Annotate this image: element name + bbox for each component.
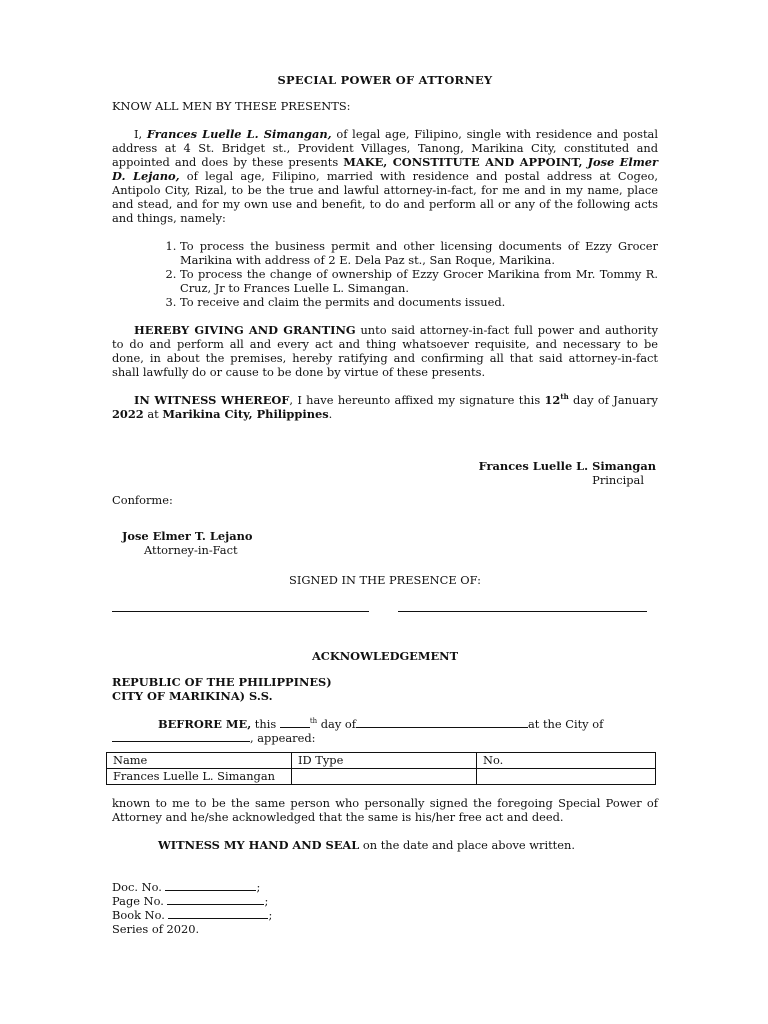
table-cell: Frances Luelle L. Simangan <box>107 769 292 785</box>
table-header-cell: Name <box>107 753 292 769</box>
attorney-signature-name: Jose Elmer T. Lejano <box>122 529 253 543</box>
presence-heading: SIGNED IN THE PRESENCE OF: <box>289 573 481 587</box>
principal-name: Frances Luelle L. Simangan, <box>146 127 332 141</box>
intro-line: KNOW ALL MEN BY THESE PRESENTS: <box>112 99 351 113</box>
witness-line-1 <box>112 611 369 612</box>
doc-no-line: Doc. No. ; <box>112 880 261 894</box>
list-item: 2. To process the change of ownership of Ezzy Grocer Marikina from Mr. Tommy R. Cruz, Jr to Frances Luelle L. Simangan. <box>180 267 658 295</box>
attorney-signature-block <box>122 529 658 557</box>
book-no-line: Book No. ; <box>112 908 273 922</box>
table-header-cell: No. <box>477 753 656 769</box>
id-table <box>106 752 656 785</box>
table-cell <box>477 769 656 785</box>
appoint-clause: MAKE, CONSTITUTE AND APPOINT, <box>343 155 583 169</box>
witness-paragraph: IN WITNESS WHEREOF, I have hereunto affixed my signature this 12th day of January 2022 at Marikina City, Philippines. <box>112 392 658 421</box>
table-cell <box>292 769 477 785</box>
series-line: Series of 2020. <box>112 922 200 936</box>
document-page <box>112 68 658 936</box>
granting-paragraph: HEREBY GIVING AND GRANTING unto said attorney-in-fact full power and authority to do and perform all and every act and thing whatsoever requisite, and necessary to be done, in about the premises, hereby ratifying and confirming all that said attorney-in-fact shall lawfully do or cause to be done by virtue of these presents. <box>112 323 658 379</box>
venue-line: REPUBLIC OF THE PHILIPPINES) <box>112 675 332 689</box>
acknowledgement-title: ACKNOWLEDGEMENT <box>311 649 459 663</box>
conforme-label: Conforme: <box>112 493 173 507</box>
table-row <box>107 769 656 785</box>
table-header-row <box>107 753 656 769</box>
appointment-paragraph: I, Frances Luelle L. Simangan, of legal age, Filipino, single with residence and postal address at 4 St. Bridget st., Provident Villages, Tanong, Marikina City, constituted and appointed and does by these presents MAKE, CONSTITUTE AND APPOINT, Jose Elmer D. Lejano, of legal age, Filipino, married with residence and postal address at Cogeo, Antipolo City, Rizal, to be the true and lawful attorney-in-fact, for me and in my name, place and stead, and for my own use and benefit, to do and perform all or any of the following acts and things, namely: <box>112 127 658 225</box>
month-blank <box>356 717 528 728</box>
list-item: 3. To receive and claim the permits and documents issued. <box>180 295 658 309</box>
principal-signature-block <box>112 459 656 487</box>
attorney-name: Jose Elmer D. Lejano, <box>112 155 658 183</box>
witness-signature-lines <box>112 597 658 617</box>
page-no-line: Page No. ; <box>112 894 269 908</box>
table-header-cell: ID Type <box>292 753 477 769</box>
attorney-signature-role: Attorney-in-Fact <box>144 543 238 557</box>
witness-line-2 <box>398 611 647 612</box>
acts-list <box>112 239 658 309</box>
principal-signature-name: Frances Luelle L. Simangan <box>478 459 656 473</box>
day-blank <box>280 717 310 728</box>
venue-line: CITY OF MARIKINA) S.S. <box>112 689 273 703</box>
venue-block <box>112 675 658 703</box>
list-item: 1. To process the business permit and other licensing documents of Ezzy Grocer Marikina with address of 2 E. Dela Paz st., San Roque, Marikina. <box>180 239 658 267</box>
notarial-register <box>112 880 658 936</box>
known-paragraph: known to me to be the same person who personally signed the foregoing Special Power of Attorney and he/she acknowledged that the same is his/her free act and deed. <box>112 796 658 824</box>
before-me-paragraph: BEFRORE ME, this $^{th}$ day of at the City of , appeared: <box>112 717 658 745</box>
document-title: SPECIAL POWER OF ATTORNEY <box>277 73 493 87</box>
principal-signature-role: Principal <box>592 473 644 487</box>
witness-seal-line: WITNESS MY HAND AND SEAL on the date and place above written. <box>158 838 575 852</box>
city-blank <box>112 731 250 742</box>
